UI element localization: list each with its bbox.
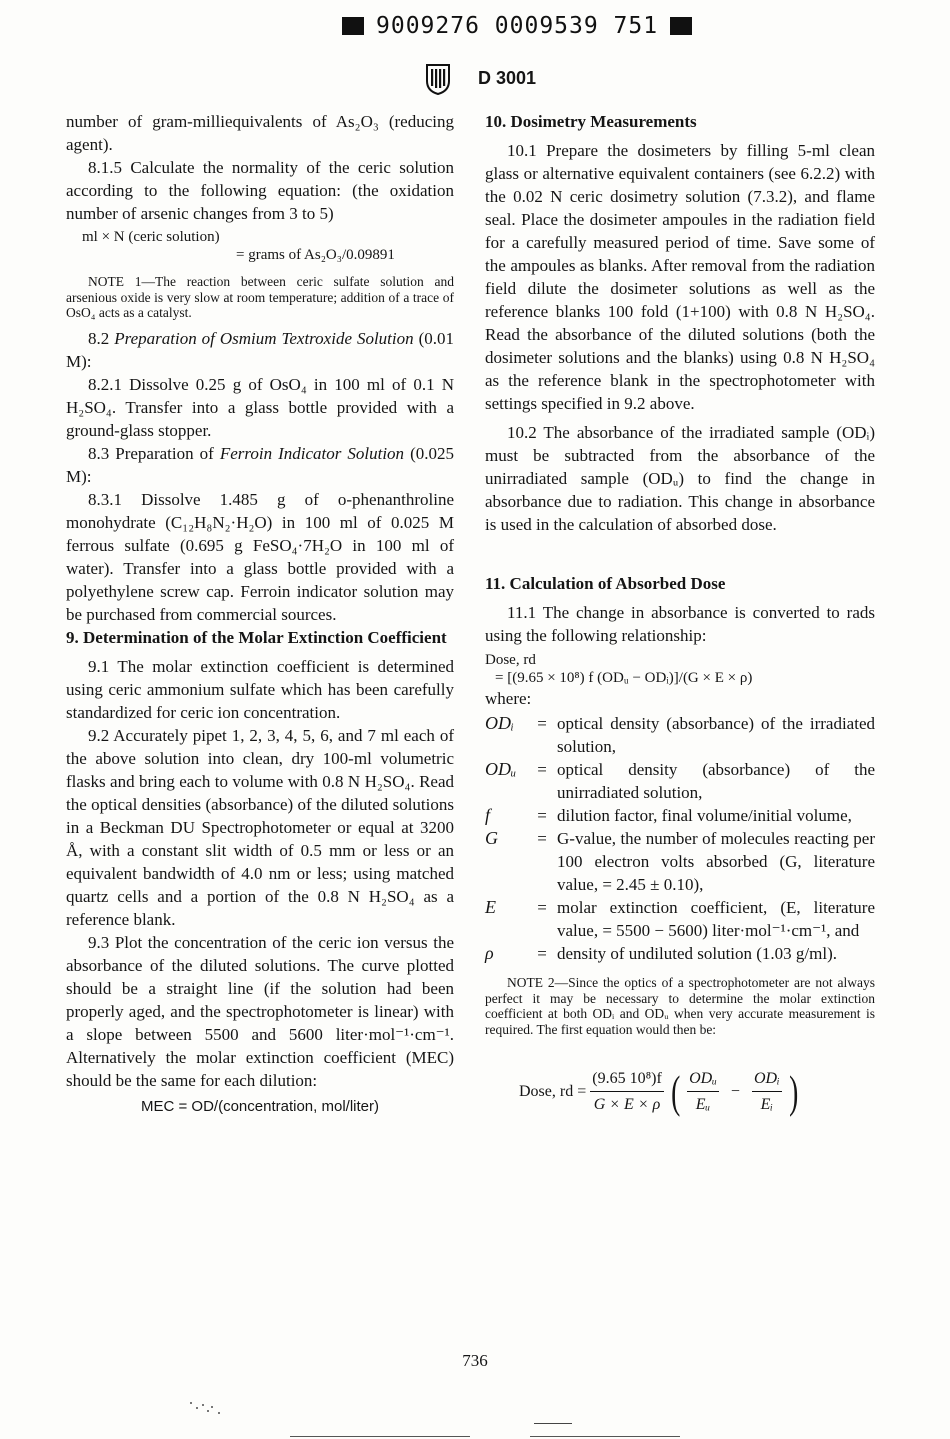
definition-text: density of undiluted solution (1.03 g/ml). xyxy=(557,944,838,963)
dose-equation-expanded xyxy=(485,1067,875,1116)
equation-line-1: ml × N (ceric solution) xyxy=(82,229,220,245)
paragraph-8-3 xyxy=(66,442,454,488)
definition-equals: = xyxy=(537,714,547,733)
definition-text: optical density (absorbance) of the unirradiated solution, xyxy=(557,760,875,802)
big-eq-lhs: Dose, rd = xyxy=(519,1083,587,1100)
definition-equals: = xyxy=(537,806,547,825)
definition-symbol: E xyxy=(485,897,496,917)
note-2: NOTE 2—Since the optics of a spectrophotometer are not always perfect it may be necessary to determine the molar extinction coefficient at both ODᵢ and ODᵤ when very accurate measurement is required. The first equation would then be: xyxy=(485,975,875,1037)
document-header xyxy=(424,60,584,96)
paragraph-10-2: 10.2 The absorbance of the irradiated sample (ODᵢ) must be subtracted from the absorbance of the unirradiated sample (ODᵤ) to find the change in absorbance due to radiation. This change in absorbance is used in the calculation of absorbed dose. xyxy=(485,423,875,534)
paragraph-8-2-1: 8.2.1 Dissolve 0.25 g of OsO₄ in 100 ml of 0.1 N H₂SO₄. Transfer into a glass bottle provided with a ground-glass stopper. xyxy=(66,374,454,440)
paragraph-9-3: 9.3 Plot the concentration of the ceric ion versus the absorbance of the diluted solutions. The curve plotted should be a straight line (if the solution had been properly aged, and the spectrophotometer is linear) with a slope between 5500 and 5600 liter·mol⁻¹·cm⁻¹. Alternatively the molar extinction coefficient (MEC) should be the same for each dilution: xyxy=(66,932,454,1090)
section-number: 8.2 xyxy=(88,328,110,348)
definition-symbol: ODᵤ xyxy=(485,759,517,779)
fraction-numerator: (9.65 10⁸)f xyxy=(590,1067,664,1092)
scan-mark xyxy=(534,1423,572,1424)
definition-text: molar extinction coefficient, (E, literature value, = 5500 − 5600) liter·mol⁻¹·cm⁻¹, and xyxy=(557,898,875,940)
dose-equation: = [(9.65 × 10⁸) f (ODᵤ − ODᵢ)]/(G × E × ρ) xyxy=(495,670,753,686)
definition-row xyxy=(485,804,875,827)
paragraph-8-3-1: 8.3.1 Dissolve 1.485 g of o-phenanthroline monohydrate (C₁₂H₈N₂·H₂O) in 100 ml of 0.025 M ferrous sulfate (0.695 g FeSO₄·7H₂O in 100 ml of water). Transfer into a glass bottle provided with a polyethylene screw cap. Ferroin indicator solution may be purchased from commercial sources. xyxy=(66,489,454,624)
page-number: 736 xyxy=(462,1351,488,1370)
definition-row xyxy=(485,758,875,804)
barcode-block-right xyxy=(670,17,692,35)
note-1: NOTE 1—The reaction between ceric sulfate solution and arsenious oxide is very slow at room temperature; addition of a trace of OsO₄ acts as a catalyst. xyxy=(66,274,454,320)
fraction-numerator: ODᵤ xyxy=(687,1067,719,1092)
fraction-denominator: Eᵢ xyxy=(760,1096,773,1113)
section-rest: (0.01 M): xyxy=(66,328,455,371)
fraction-numerator: ODᵢ xyxy=(752,1067,782,1092)
definition-equals: = xyxy=(537,760,547,779)
fraction-irradiated xyxy=(752,1067,782,1116)
section-heading-9: 9. Determination of the Molar Extinction Coefficient xyxy=(66,627,447,647)
normality-equation xyxy=(66,228,454,264)
definition-text: dilution factor, final volume/initial volume, xyxy=(557,806,852,825)
definition-text: optical density (absorbance) of the irradiated solution, xyxy=(557,714,875,756)
definition-symbol: f xyxy=(485,805,491,825)
minus-sign: − xyxy=(730,1083,740,1100)
scan-noise xyxy=(180,1398,300,1418)
definition-equals: = xyxy=(537,829,547,848)
section-heading-10: 10. Dosimetry Measurements xyxy=(485,112,697,131)
definition-row xyxy=(485,827,875,896)
definition-equals: = xyxy=(537,944,547,963)
variable-definitions xyxy=(485,712,875,965)
paragraph-9-1: 9.1 The molar extinction coefficient is determined using ceric ammonium sulfate which has been carefully standardized for ceric ion concentration. xyxy=(66,656,454,722)
definition-symbol: ODᵢ xyxy=(485,713,514,733)
section-heading-11: 11. Calculation of Absorbed Dose xyxy=(485,574,726,593)
where-label: where: xyxy=(485,689,532,708)
document-designation: D 3001 xyxy=(478,67,537,88)
equation-line-2: = grams of As₂O₃/0.09891 xyxy=(236,247,395,263)
definition-row xyxy=(485,942,875,965)
left-column xyxy=(66,110,454,1118)
section-number: 8.3 Preparation of xyxy=(88,443,214,463)
section-rest: (0.025 M): xyxy=(66,443,454,486)
fraction-unirradiated xyxy=(687,1067,719,1116)
section-title: Preparation of Osmium Textroxide Solution xyxy=(114,328,414,348)
barcode-block-left xyxy=(342,17,364,35)
barcode-text: 9009276 0009539 751 xyxy=(376,13,659,39)
bottom-rule-right xyxy=(530,1436,680,1437)
bottom-rule-left xyxy=(290,1436,470,1437)
astm-logo-icon xyxy=(424,61,452,95)
definition-symbol: G xyxy=(485,828,498,848)
fraction-denominator: Eᵤ xyxy=(695,1096,711,1113)
barcode-header xyxy=(342,12,722,40)
paragraph-11-1: 11.1 The change in absorbance is converted to rads using the following relationship: xyxy=(485,603,875,645)
mec-equation: MEC = OD/(concentration, mol/liter) xyxy=(141,1097,379,1115)
definition-text: G-value, the number of molecules reacting per 100 electron volts absorbed (G, literature value, = 2.45 ± 0.10), xyxy=(557,829,875,894)
paragraph-8-2 xyxy=(66,327,454,373)
definition-equals: = xyxy=(537,898,547,917)
fraction-denominator: G × E × ρ xyxy=(593,1096,661,1113)
left-paren-icon: ( xyxy=(670,1065,681,1117)
paragraph-10-1: 10.1 Prepare the dosimeters by filling 5-ml clean glass or alternative equivalent containers (see 6.2.2) with the 0.02 N ceric dosimetry solution (7.3.2), and flame seal. Place the dosimeter ampoules in the radiation field for a carefully measured period of time. Save some of the ampoules as blanks. After removal from the radiation field dilute the dosimeter solutions as well as the reference blanks 100 fold (1+100) with 0.8 N H₂SO₄. Read the absorbance of the diluted solutions (both the dosimeter solutions and the blanks) using 0.8 N H₂SO₄ as the reference blank in the spectrophotometer with settings specified in 9.2 above. xyxy=(485,141,875,413)
paragraph-8-1-4-tail: number of gram-milliequivalents of As₂O₃ (reducing agent). xyxy=(66,112,454,154)
definition-row xyxy=(485,896,875,942)
definition-symbol: ρ xyxy=(485,943,494,963)
right-paren-icon: ) xyxy=(788,1065,798,1117)
right-column xyxy=(485,110,875,1116)
paragraph-9-2: 9.2 Accurately pipet 1, 2, 3, 4, 5, 6, and 7 ml each of the above solution into clean, dry 100-ml volumetric flasks and bring each to volume with 0.8 N H₂SO₄. Read the optical densities (absorbance) of the diluted solutions in a Beckman DU Spectrophotometer or equal at 3200 Å, with a constant slit width of 0.5 mm or less or an equivalent bandwidth of 4.0 nm or less; using matched quartz cells and a portion of the 0.8 N H₂SO₄ as a reference blank. xyxy=(66,725,454,929)
paragraph-8-1-5: 8.1.5 Calculate the normality of the ceric solution according to the following equation: (the oxidation number of arsenic changes from 3 to 5) xyxy=(66,158,454,223)
section-title: Ferroin Indicator Solution xyxy=(219,443,405,463)
definition-row xyxy=(485,712,875,758)
dose-label: Dose, rd xyxy=(485,652,536,668)
fraction-constant xyxy=(590,1067,664,1116)
